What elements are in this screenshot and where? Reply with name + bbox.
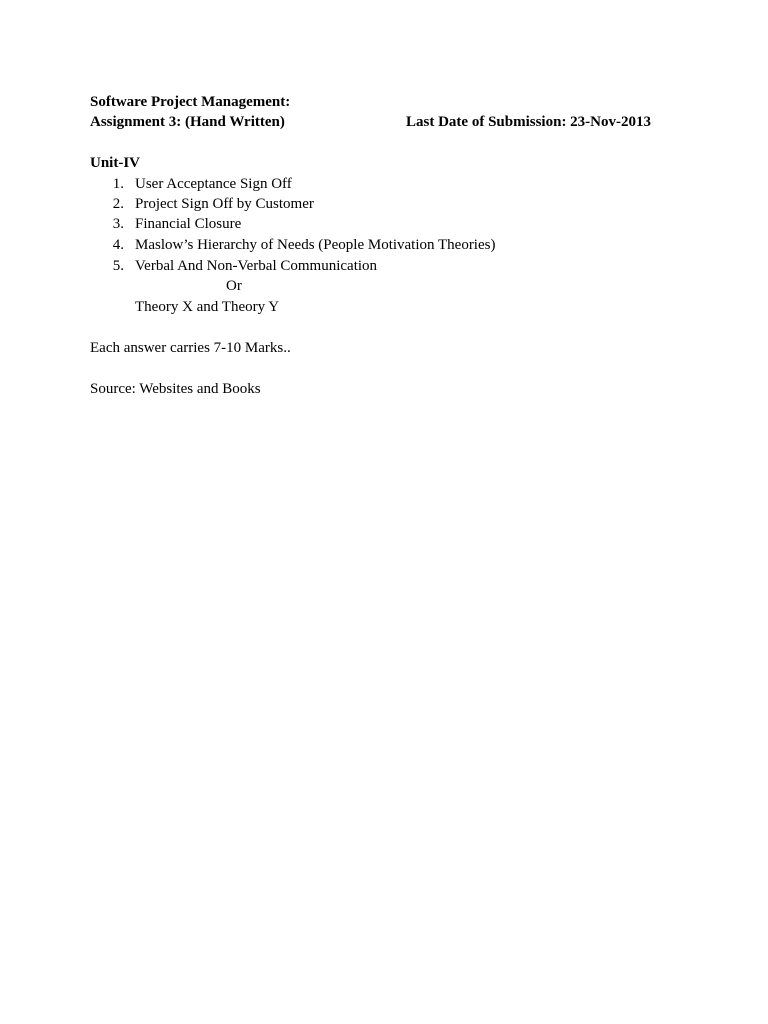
alternative-question: Theory X and Theory Y [135,299,280,315]
list-item-number: 3. [112,216,124,232]
list-item-number: 5. [112,258,124,274]
list-item-text: Verbal And Non-Verbal Communication [135,258,378,274]
submission-deadline: Last Date of Submission: 23-Nov-2013 [406,114,652,130]
assignment-title: Assignment 3: (Hand Written) [90,114,285,130]
course-title: Software Project Management: [90,94,291,110]
list-item-text: Project Sign Off by Customer [135,196,314,212]
unit-heading: Unit-IV [90,155,141,171]
list-item-text: Maslow’s Hierarchy of Needs (People Motivation Theories) [135,237,496,253]
list-item-number: 1. [112,176,124,192]
list-item-text: Financial Closure [135,216,242,232]
alternative-separator: Or [226,278,242,294]
marks-note: Each answer carries 7-10 Marks.. [90,340,291,356]
list-item-number: 2. [112,196,124,212]
list-item-text: User Acceptance Sign Off [135,176,292,192]
list-item-number: 4. [112,237,124,253]
source-note: Source: Websites and Books [90,381,261,397]
